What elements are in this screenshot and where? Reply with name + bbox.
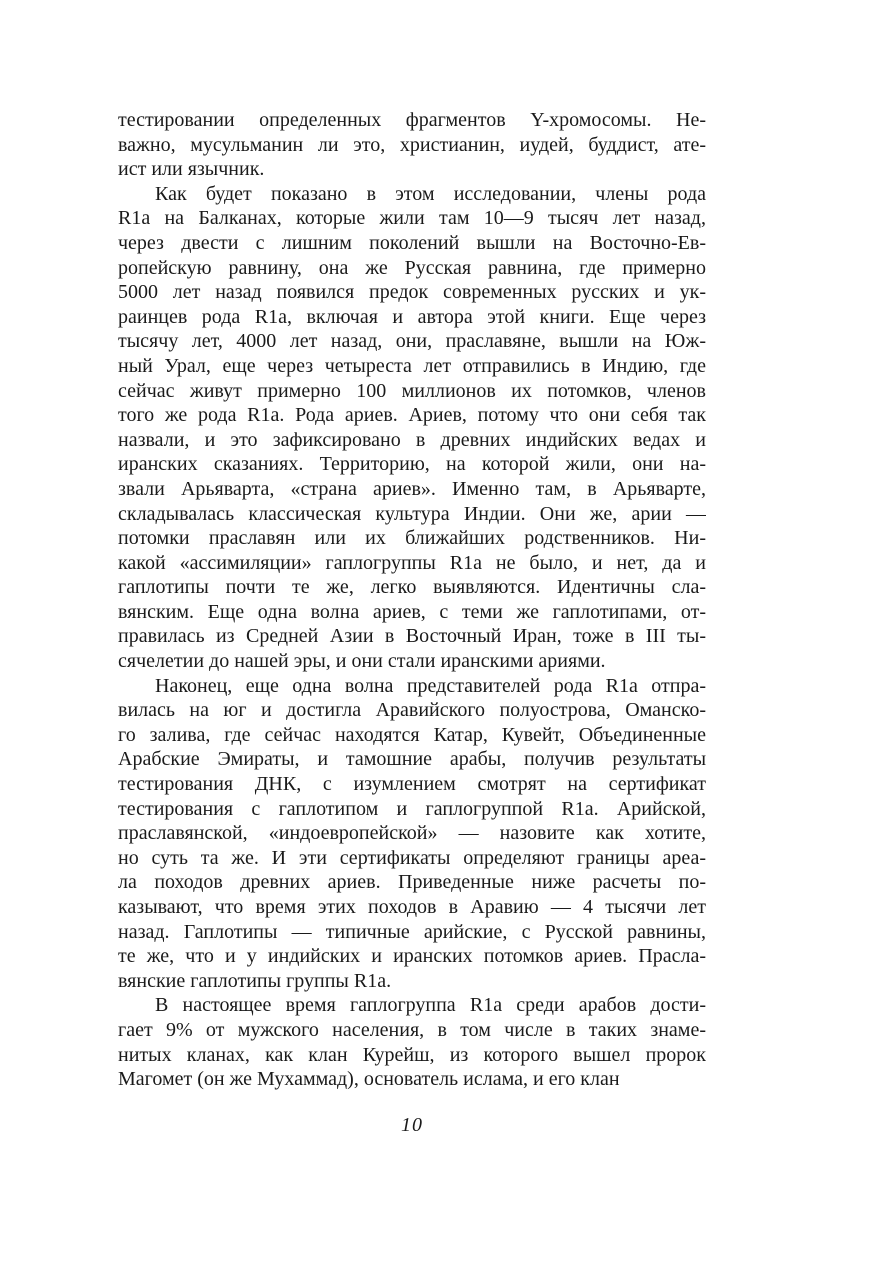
text-line: Арабские Эмираты, и тамошние арабы, получив результаты — [118, 748, 706, 771]
paragraph — [118, 993, 706, 1091]
text-line: В настоящее время гаплогруппа R1a среди арабов дости- — [155, 994, 706, 1017]
text-line: R1a на Балканах, которые жили там 10—9 тысяч лет назад, — [118, 207, 706, 230]
body-text — [118, 108, 706, 1092]
text-line: иранских сказаниях. Территорию, на которой жили, они на- — [118, 453, 706, 476]
text-line: тестировании определенных фрагментов Y-хромосомы. Не- — [118, 109, 706, 131]
text-line: того же рода R1a. Рода ариев. Ариев, потому что они себя так — [118, 404, 706, 427]
text-line: тестирования ДНК, с изумлением смотрят на сертификат — [118, 773, 706, 796]
text-line: важно, мусульманин ли это, христианин, иудей, буддист, ате- — [118, 133, 706, 156]
paragraph — [118, 674, 706, 994]
text-line: сейчас живут примерно 100 миллионов их потомков, членов — [118, 379, 706, 402]
text-line: тестирования с гаплотипом и гаплогруппой R1a. Арийской, — [118, 797, 706, 820]
text-line: потомки праславян или их ближайших родственников. Ни- — [118, 527, 706, 550]
text-line: ла походов древних ариев. Приведенные ниже расчеты по- — [118, 871, 706, 894]
text-line: те же, что и у индийских и иранских потомков ариев. Прасла- — [118, 945, 706, 968]
text-line: ист или язычник. — [118, 158, 265, 181]
text-line: правилась из Средней Азии в Восточный Иран, тоже в III ты- — [118, 625, 706, 648]
text-line: вянские гаплотипы группы R1a. — [118, 969, 392, 992]
text-line: через двести с лишним поколений вышли на Восточно-Ев- — [118, 231, 706, 254]
text-line: вилась на юг и достигла Аравийского полуострова, Оманско- — [118, 699, 706, 722]
text-line: 5000 лет назад появился предок современных русских и ук- — [118, 281, 706, 304]
text-line: Магомет (он же Мухаммад), основатель ислама, и его клан — [118, 1068, 620, 1091]
text-line: Как будет показано в этом исследовании, члены рода — [155, 182, 706, 205]
text-line: нитых кланах, как клан Курейш, из которого вышел пророк — [118, 1043, 706, 1066]
text-line: праславянской, «индоевропейской» — назовите как хотите, — [118, 822, 706, 845]
text-line: го залива, где сейчас находятся Катар, Кувейт, Объединенные — [118, 723, 706, 746]
text-line: ный Урал, еще через четыреста лет отправились в Индию, где — [118, 354, 706, 377]
paragraph — [118, 182, 706, 674]
text-line: раинцев рода R1a, включая и автора этой книги. Еще через — [118, 305, 706, 328]
text-line: сячелетии до нашей эры, и они стали иранскими ариями. — [118, 650, 606, 673]
page-number: 10 — [401, 1114, 423, 1136]
text-line: ропейскую равнину, она же Русская равнина, где примерно — [118, 256, 706, 279]
paragraph — [118, 108, 706, 182]
text-line: складывалась классическая культура Индии. Они же, арии — — [118, 502, 706, 525]
text-line: назад. Гаплотипы — типичные арийские, с Русской равнины, — [118, 920, 706, 943]
text-line: но суть та же. И эти сертификаты определяют границы ареа- — [118, 846, 706, 869]
text-line: казывают, что время этих походов в Аравию — 4 тысячи лет — [118, 896, 706, 918]
text-line: звали Арьяварта, «страна ариев». Именно там, в Арьяварте, — [118, 477, 706, 500]
text-line: назвали, и это зафиксировано в древних индийских ведах и — [118, 428, 706, 451]
text-line: тысячу лет, 4000 лет назад, они, праславяне, вышли на Юж- — [118, 330, 706, 353]
text-line: какой «ассимиляции» гаплогруппы R1a не было, и нет, да и — [118, 551, 706, 574]
text-line: гаплотипы почти те же, легко выявляются. Идентичны сла- — [118, 576, 706, 599]
text-line: Наконец, еще одна волна представителей рода R1a отпра- — [155, 674, 706, 697]
text-line: гает 9% от мужского населения, в том числе в таких знаме- — [118, 1018, 706, 1041]
text-line: вянским. Еще одна волна ариев, с теми же гаплотипами, от- — [118, 600, 706, 623]
